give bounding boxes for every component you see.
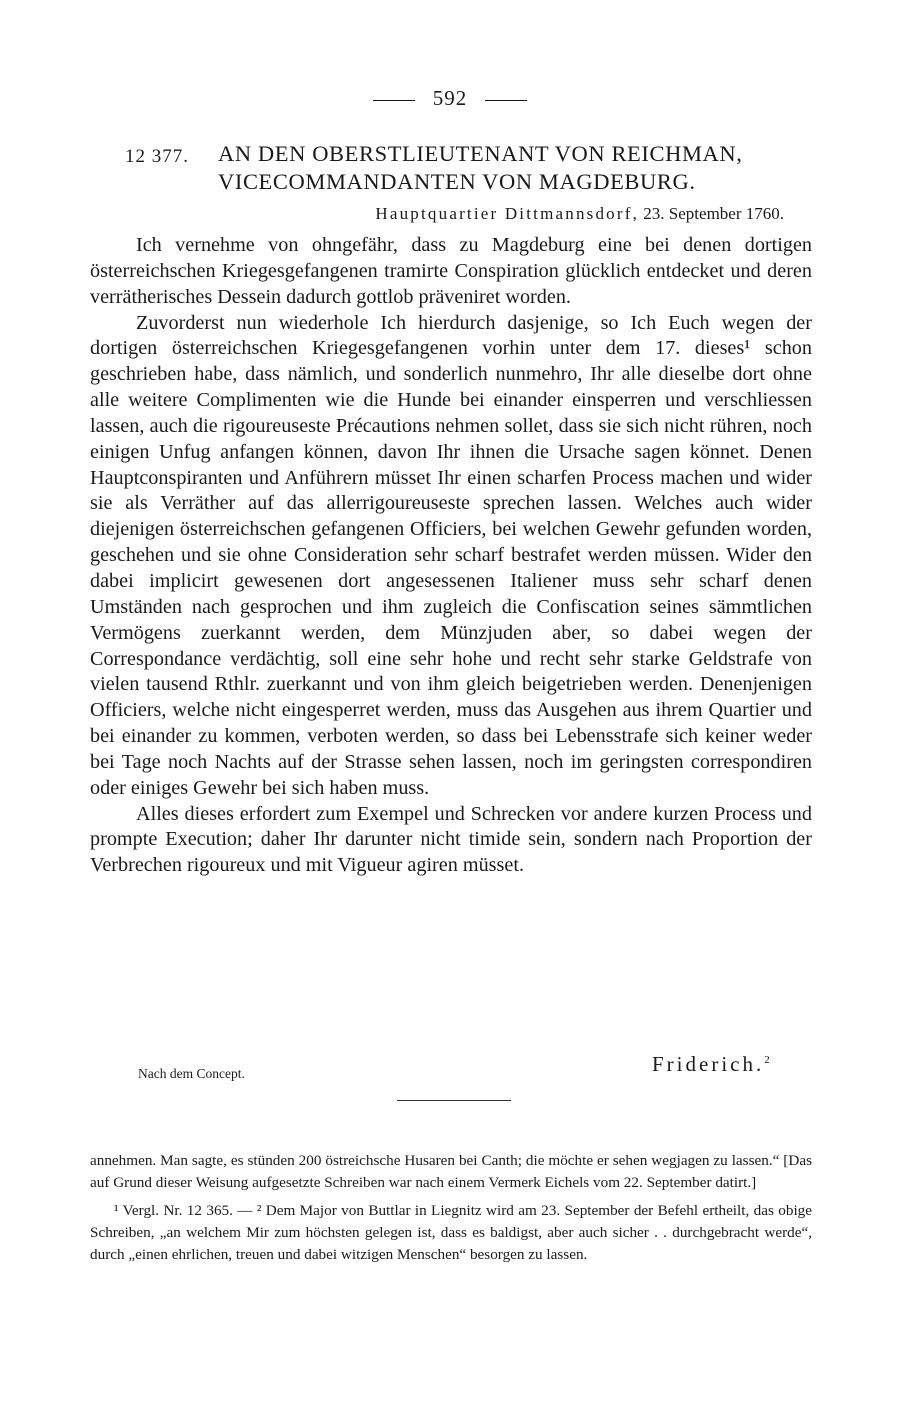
dateline-date: 23. September 1760. (643, 204, 784, 223)
footnote-continuation: annehmen. Man sagte, es stünden 200 östreichsche Husaren bei Canth; die möchte er sehen wegjagen zu lassen.“ [Das auf Grund dieser Weisung aufgesetzte Schreiben war nach einem Vermerk Eichels vom 22. September datirt.] (90, 1152, 812, 1191)
signature-name: Friderich. (652, 1052, 765, 1076)
header-dash-left (373, 100, 415, 101)
header-dash-right (485, 100, 527, 101)
letter-body (90, 233, 812, 879)
signature (652, 1052, 770, 1077)
dateline (375, 204, 784, 224)
body-paragraph: Zuvorderst nun wiederhole Ich hierdurch dasjenige, so Ich Euch wegen der dortigen österreichschen Kriegesgefangenen vorhin unter dem 17. dieses¹ schon geschrieben habe, dass nämlich, und sonderlich nunmehro, Ihr alle dieselbe dort ohne alle weitere Complimenten wie die Hunde bei einander einsperren und verschliessen lassen, auch die rigoureuseste Précautions nehmen sollet, dass sie sich nicht rühren, noch einigen Unfug anfangen können, davon Ihr ihnen die Ursache sagen könnet. Denen Hauptconspiranten und Anführern müsset Ihr einen scharfen Process machen und wider sie als Verräther auf das allerrigoureuseste sprechen lassen. Welches auch wider diejenigen österreichschen gefangenen Officiers, bei welchen Gewehr gefunden worden, geschehen und sie ohne Consideration sehr scharf bestrafet werden müssen. Wider den dabei implicirt gewesenen dort angesessenen Italiener muss sehr scharf denen Umständen nach gesprochen und ihm zugleich die Confiscation seines sämmtlichen Vermögens zuerkannt werden, dem Münzjuden aber, so dabei wegen der Correspondance verdächtig, soll eine sehr hohe und recht sehr starke Geldstrafe von vielen tausend Rthlr. zuerkannt und von ihm gleich beigetrieben werden. Denenjenigen Officiers, welche nicht eingesperret werden, muss das Ausgehen aus ihrem Quartier und bei einander zu kommen, verboten werden, so dass bei Lebensstrafe sich keiner weder bei Tage noch Nachts auf der Strasse sehen lassen, noch im geringsten correspondiren oder einiges Gewehr bei sich haben muss. (90, 311, 812, 799)
page-header (0, 86, 900, 111)
footnote-notes: ¹ Vergl. Nr. 12 365. — ² Dem Major von Buttlar in Liegnitz wird am 23. September der Befehl ertheilt, das obige Schreiben, „an welchem Mir zum höchsten gelegen ist, dass es baldigst, aber auch sicher . . durchgebracht werde“, durch „einen ehrlichen, treuen und dabei witzigen Menschen“ besorgen zu lassen. (90, 1202, 812, 1263)
footnotes (90, 1150, 812, 1272)
body-paragraph: Alles dieses erfordert zum Exempel und Schrecken vor andere kurzen Process und prompte Execution; daher Ihr darunter nicht timide sein, sondern nach Proportion der Verbrechen rigoureux und mit Vigueur agiren müsset. (90, 802, 812, 877)
letter-title (218, 140, 742, 196)
page-number: 592 (432, 86, 468, 110)
title-line-2: VICECOMMANDANTEN VON MAGDEBURG. (218, 169, 696, 194)
source-note: Nach dem Concept. (138, 1066, 245, 1081)
footnote-divider (397, 1100, 511, 1101)
body-paragraph: Ich vernehme von ohngefähr, dass zu Magdeburg eine bei denen dortigen österreichschen Kriegesgefangenen tramirte Conspiration glücklich entdecket und deren verrätherisches Dessein dadurch gottlob präveniret worden. (90, 234, 812, 308)
signature-footnote-mark: 2 (764, 1054, 770, 1066)
title-line-1: AN DEN OBERSTLIEUTENANT VON REICHMAN, (218, 141, 743, 166)
letter-number: 12 377. (125, 146, 189, 167)
dateline-place: Hauptquartier Dittmannsdorf, (375, 204, 640, 223)
